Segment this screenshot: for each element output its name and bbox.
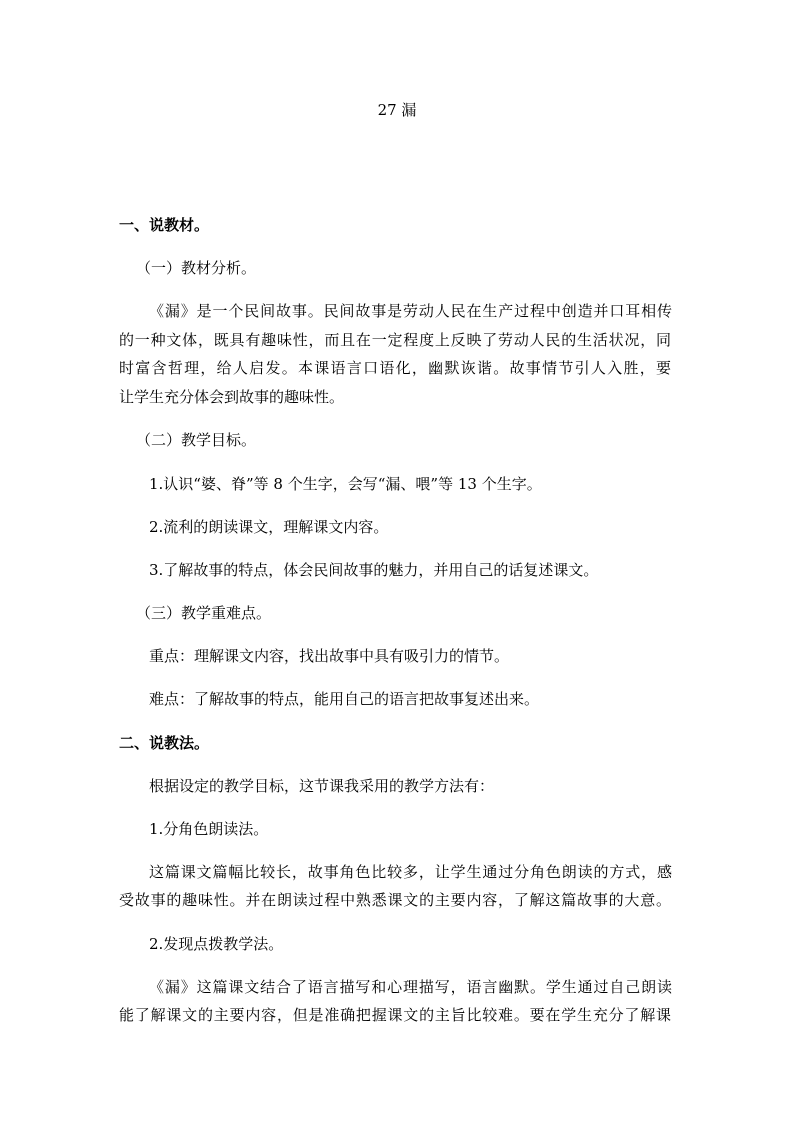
goal-item: 1.认识“婆、脊”等 8 个生字，会写“漏、喂”等 13 个生字。 (149, 475, 542, 493)
section-heading-textbook: 一、说教材。 (119, 216, 210, 234)
paragraph-line: 让学生充分体会到故事的趣味性。 (119, 388, 345, 406)
difficult-point: 难点：了解故事的特点，能用自己的语言把故事复述出来。 (149, 690, 540, 708)
method-heading: 1.分角色朗读法。 (149, 820, 269, 838)
subheading-textbook-analysis: （一）教材分析。 (136, 259, 257, 277)
paragraph-line: 《漏》是一个民间故事。民间故事是劳动人民在生产过程中创造并口耳相传 (149, 302, 672, 320)
paragraph-line: 能了解课文的主要内容，但是准确把握课文的主旨比较难。要在学生充分了解课 (119, 1006, 671, 1024)
paragraph-line: 受故事的趣味性。并在朗读过程中熟悉课文的主要内容，了解这篇故事的大意。 (119, 891, 671, 909)
document-title: 27 漏 (377, 101, 417, 119)
paragraph-line: 这篇课文篇幅比较长，故事角色比较多，让学生通过分角色朗读的方式，感 (149, 863, 672, 881)
methods-intro: 根据设定的教学目标，这节课我采用的教学方法有： (149, 777, 495, 795)
subheading-teaching-goals: （二）教学目标。 (136, 431, 257, 449)
key-point: 重点：理解课文内容，找出故事中具有吸引力的情节。 (149, 647, 510, 665)
goal-item: 3.了解故事的特点，体会民间故事的魅力，并用自己的话复述课文。 (149, 561, 599, 579)
paragraph-line: 《漏》这篇课文结合了语言描写和心理描写，语言幽默。学生通过自己朗读 (149, 978, 672, 996)
subheading-key-difficult-points: （三）教学重难点。 (136, 604, 272, 622)
method-heading: 2.发现点拨教学法。 (149, 935, 284, 953)
paragraph-line: 的一种文体，既具有趣味性，而且在一定程度上反映了劳动人民的生活状况，同 (119, 331, 671, 349)
goal-item: 2.流利的朗读课文，理解课文内容。 (149, 518, 389, 536)
paragraph-line: 时富含哲理，给人启发。本课语言口语化，幽默诙谐。故事情节引人入胜，要 (119, 359, 671, 377)
section-heading-teaching-methods: 二、说教法。 (119, 734, 210, 752)
